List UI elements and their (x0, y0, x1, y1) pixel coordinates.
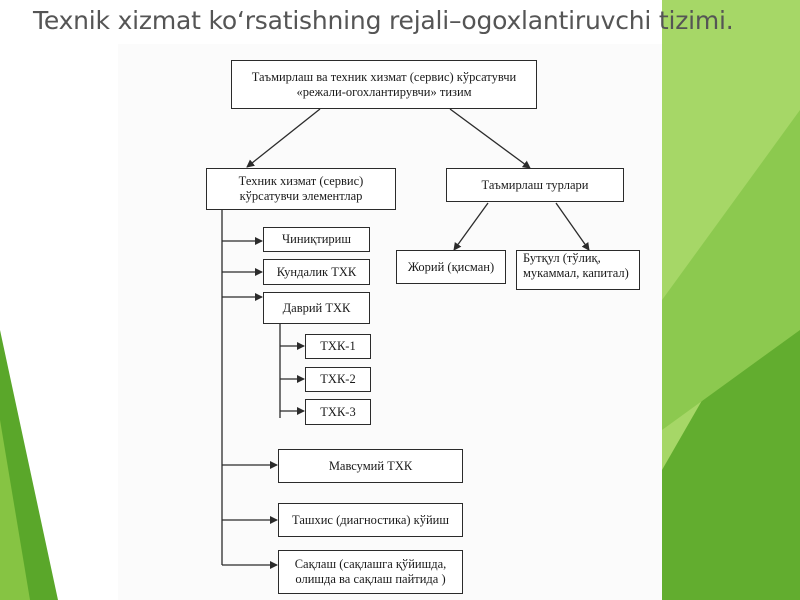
daily-maintenance-label: Кундалик ТХК (276, 264, 357, 279)
service-elements-line-1: Техник хизмат (сервис) (238, 174, 364, 188)
diagnostics-box (278, 503, 463, 537)
current-repair-box (396, 250, 506, 284)
seasonal-maintenance-label: Мавсумий ТХК (328, 458, 413, 473)
root-system-box (231, 60, 537, 109)
tho3-label: ТХК-3 (320, 404, 356, 419)
service-elements-line-2: кўрсатувчи элементлар (239, 189, 363, 203)
seasonal-maintenance-box (278, 449, 463, 483)
diagnostics-label: Ташхис (диагностика) кўйиш (292, 512, 449, 527)
arrow-root-to-repairs (450, 109, 530, 168)
tho2-box (305, 367, 371, 392)
storage-line-1: Сақлаш (сақлашга қўйишда, (294, 557, 447, 571)
tho3-box (305, 399, 371, 425)
tho2-label: ТХК-2 (320, 372, 356, 386)
periodic-maintenance-label: Даврий ТХК (282, 300, 351, 315)
tho1-box (305, 334, 371, 359)
daily-maintenance-box (263, 259, 370, 285)
storage-box (278, 550, 463, 594)
arrow-repairs-to-capital (556, 203, 589, 250)
service-elements-box (206, 168, 396, 210)
root-line-1: Таъмирлаш ва техник хизмат (сервис) кўрсатувчи (251, 69, 517, 84)
arrow-root-to-services (247, 109, 320, 167)
current-repair-label: Жорий (қисман) (407, 259, 495, 274)
storage-line-2: олишда ва сақлаш пайтида ) (295, 572, 446, 586)
root-line-2: «режали-огохлантирувчи» тизим (296, 84, 472, 99)
repair-types-label: Таъмирлаш турлари (481, 177, 589, 192)
capital-repair-line-1: Бутқул (тўлиқ, (523, 251, 601, 265)
slide-title: Texnik xizmat koʻrsatishning rejali–ogoxlantiruvchi tizimi. (33, 6, 734, 35)
break-in-box (263, 227, 370, 252)
capital-repair-box (516, 250, 640, 290)
arrow-repairs-to-current (454, 203, 488, 250)
repair-types-box (446, 168, 624, 202)
capital-repair-line-2: мукаммал, капитал) (523, 266, 629, 280)
periodic-maintenance-box (263, 292, 370, 324)
tho1-label: ТХК-1 (320, 339, 356, 353)
break-in-label: Чиниқтириш (282, 232, 351, 246)
